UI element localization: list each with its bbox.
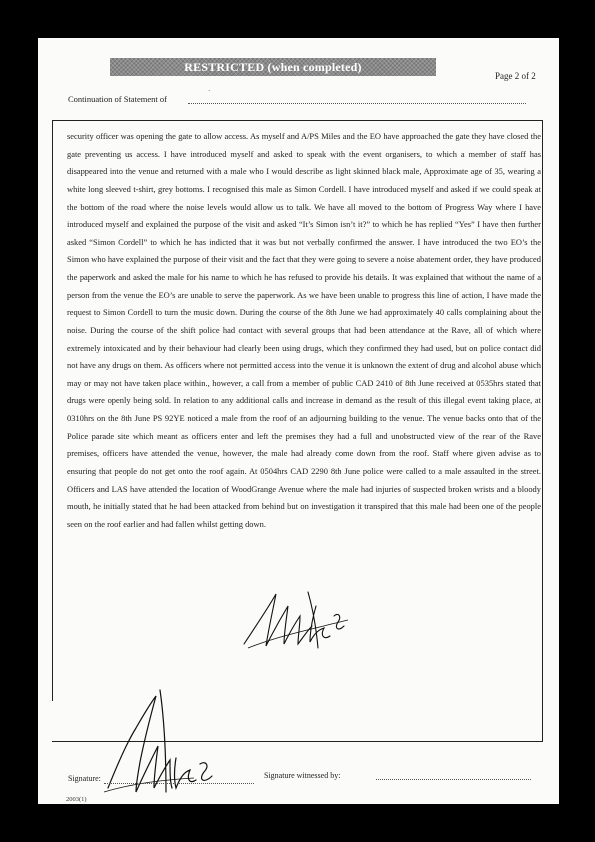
form-number: 2003(1) xyxy=(66,796,87,803)
page-number: Page 2 of 2 xyxy=(495,71,536,81)
statement-border-left xyxy=(52,121,53,701)
statement-page xyxy=(38,38,559,804)
continuation-label: Continuation of Statement of xyxy=(68,94,167,104)
stray-mark: · xyxy=(208,87,211,95)
continuation-name-field xyxy=(188,103,526,104)
statement-border-right xyxy=(542,121,543,741)
signature-field xyxy=(104,783,254,784)
witness-signature-label: Signature witnessed by: xyxy=(264,771,341,780)
handwritten-signature-icon xyxy=(100,688,220,798)
restricted-banner: RESTRICTED (when completed) xyxy=(110,58,436,76)
witness-signature-field xyxy=(376,779,531,780)
signature-label: Signature: xyxy=(68,774,101,783)
statement-body: security officer was opening the gate to allow access. As myself and A/PS Miles and the EO have approached the gate they have closed the gate preventing us access. I have introduced myself and asked to speak with the event organisers, to which a member of staff has disappeared into the venue and returned with a male who I would describe as light skinned black male, Approximate age of 35, wearing a white long sleeved t-shirt, grey bottoms. I recognised this male as Simon Cordell. I have introduced myself and asked if we could speak at the bottom of the road where the noise levels would allow us to talk. We have all moved to the bottom of Progress Way where I have introduced myself and explained the purpose of the visit and asked “It’s Simon isn’t it?” to which he has replied “Yes” I have then further asked “Simon Cordell” to which he has indicted that it was but not verbally confirmed the answer. I have introduced the two EO’s the Simon who have explained the purpose of their visit and the fact that they were going to severe a noise abatement order, they have produced the paperwork and asked the male for his name to which he has refused to provide his details. It was explained that without the name of a person from the venue the EO’s are unable to serve the paperwork. As we have been unable to progress this line of action, I have made the request to Simon Cordell to turn the music down. During the course of the 8th June we had approximately 40 calls complaining about the noise. During the course of the shift police had contact with several groups that had been attendance at the Rave, all of which where extremely intoxicated and by their behaviour had clearly been using drugs, which they confirmed they had used, but on police contact did not have any drugs on them. As officers where not permitted access into the venue it is unknown the extent of drug and alcohol abuse which may or may not have taken place within., however, a call from a member of public CAD 2410 of 8th June received at 0535hrs stated that drugs were openly being sold. In relation to any additional calls and increase in demand as the result of this illegal event taking place, at 0310hrs on the 8th June PS 92YE noticed a male from the roof of an adjourning building to the venue. The venue backs onto that of the Police parade site which meant as officers enter and left the premises they had a full and unobstructed view of the rear of the Rave premises, officers have attended the venue, however, the male had already come down from the roof. Staff where given advise as to ensuring that people do not get onto the roof again. At 0504hrs CAD 2290 8th June police were called to a male assaulted in the street. Officers and LAS have attended the location of WoodGrange Avenue where the male had injuries of suspected broken wrists and a bloody mouth, he initially stated that he had been attacked from behind but on investigation it transpired that this male had been one of the people seen on the roof earlier and had fallen whilst getting down. xyxy=(67,131,541,529)
handwritten-signature-icon xyxy=(238,586,358,656)
